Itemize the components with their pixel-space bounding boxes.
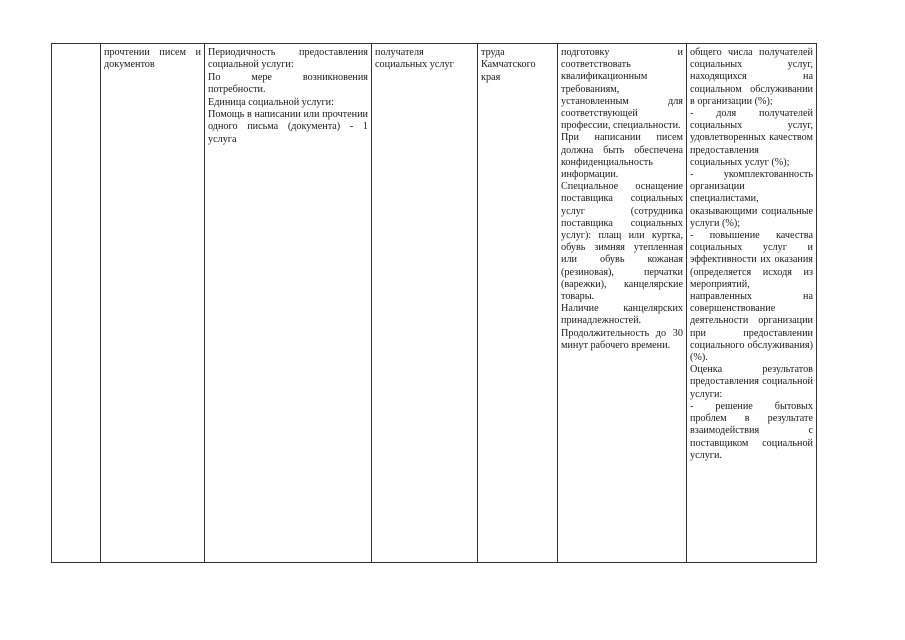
description-line-0: Периодичность предоставления социальной услуги: <box>208 47 368 71</box>
services-table <box>51 43 817 563</box>
conditions-line-2: Специальное оснащение поставщика социальных услуг (сотрудника поставщика социальных услуг): плащ или куртка, обувь зимняя утепленная или обувь кожаная (резиновая), перчатки (варежки), канцелярские товары. <box>561 181 683 303</box>
service-name-text: прочтении писем и документов <box>104 47 201 71</box>
ministry-text: труда Камчатского края <box>481 47 536 83</box>
description-line-2: Единица социальной услуги: <box>208 96 334 108</box>
cell-conditions <box>558 44 687 563</box>
cell-recipient <box>372 44 478 563</box>
indicators-line-0: общего числа получателей социальных услуг, находящихся на социальном обслуживании в организации (%); <box>690 47 813 107</box>
cell-number <box>52 44 101 563</box>
indicators-line-4: Оценка результатов предоставления социальной услуги: <box>690 364 813 400</box>
indicators-line-2: - укомплектованность организации специалистами, оказывающими социальные услуги (%); <box>690 169 813 229</box>
conditions-line-3: Наличие канцелярских принадлежностей. <box>561 303 683 327</box>
table-row <box>52 44 817 563</box>
indicators-line-3: - повышение качества социальных услуг и эффективности их оказания (определяется исходя из мероприятий, направленных на совершенствование деятельности организации при предоставлении социального обслуживания) (%). <box>690 230 813 364</box>
cell-ministry <box>478 44 558 563</box>
indicators-line-5: - решение бытовых проблем в результате взаимодействия с поставщиком социальной услуги. <box>690 400 813 461</box>
cell-indicators <box>687 44 817 563</box>
description-line-3: Помощь в написании или прочтении одного письма (документа) - 1 услуга <box>208 109 368 145</box>
conditions-line-1: При написании писем должна быть обеспечена конфиденциальность информации. <box>561 132 683 181</box>
conditions-line-4: Продолжительность до 30 минут рабочего времени. <box>561 327 683 351</box>
cell-service-name <box>101 44 205 563</box>
conditions-line-0: подготовку и соответствовать квалификационным требованиям, установленным для соответствующей профессии, специальности. <box>561 47 683 132</box>
indicators-line-1: - доля получателей социальных услуг, удовлетворенных качеством предоставления социальных услуг (%); <box>690 108 813 168</box>
recipient-text: получателя социальных услуг <box>375 47 454 71</box>
cell-service-description <box>205 44 372 563</box>
description-line-1: По мере возникновения потребности. <box>208 71 368 96</box>
